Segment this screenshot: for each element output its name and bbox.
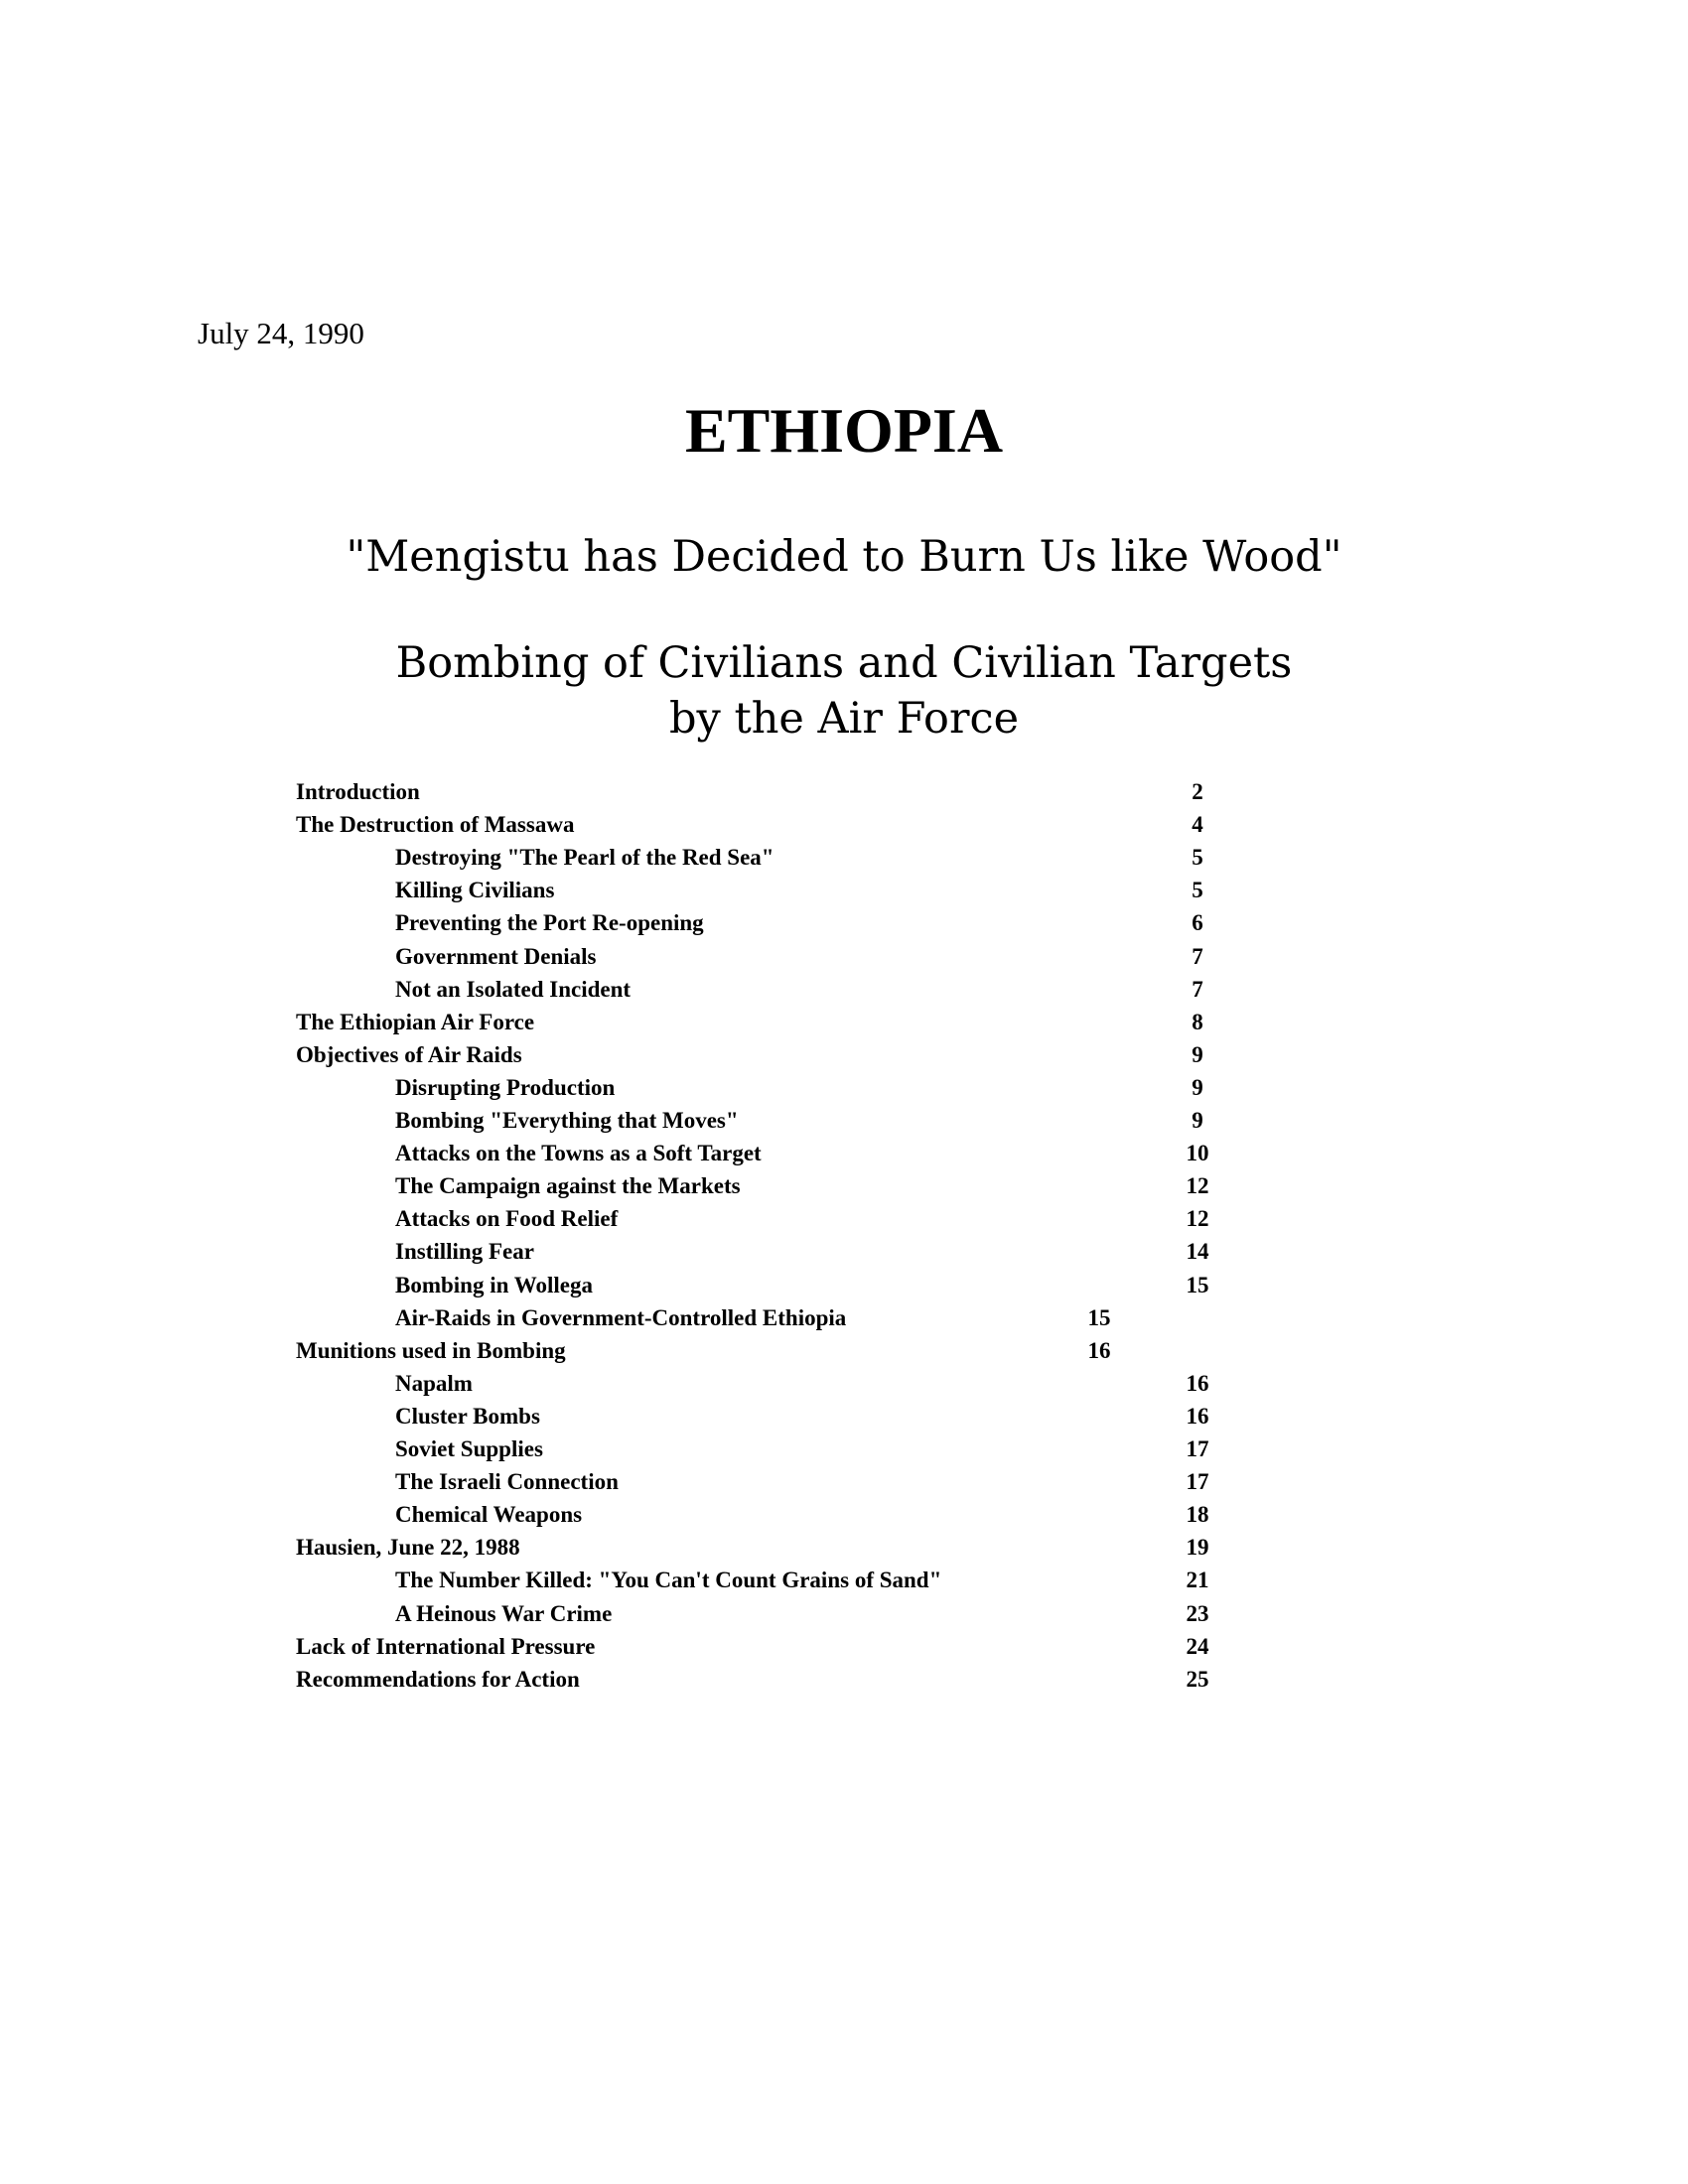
toc-entry-title: Destroying "The Pearl of the Red Sea" bbox=[395, 845, 774, 870]
toc-entry bbox=[0, 1498, 1688, 1531]
toc-entry-page: 21 bbox=[1186, 1568, 1209, 1592]
toc-entry-title: Attacks on the Towns as a Soft Target bbox=[395, 1141, 762, 1165]
toc-entry bbox=[0, 1137, 1688, 1169]
toc-entry-title: Instilling Fear bbox=[395, 1239, 534, 1264]
toc-entry bbox=[0, 1071, 1688, 1104]
toc-entry-page: 15 bbox=[1087, 1305, 1111, 1330]
toc-entry bbox=[0, 973, 1688, 1006]
toc-entry bbox=[0, 775, 1688, 808]
toc-entry-page: 9 bbox=[1192, 1108, 1203, 1133]
toc-entry-page: 5 bbox=[1192, 878, 1203, 902]
document-title: ETHIOPIA bbox=[684, 395, 1004, 466]
toc-entry bbox=[0, 1564, 1688, 1596]
subtitle-line-2: by the Air Force bbox=[668, 694, 1020, 744]
toc-entry bbox=[0, 1663, 1688, 1696]
toc-entry-title: Chemical Weapons bbox=[395, 1502, 583, 1527]
toc-entry-page: 8 bbox=[1192, 1010, 1203, 1034]
toc-entry-title: Disrupting Production bbox=[395, 1075, 616, 1100]
toc-entry-title: Government Denials bbox=[395, 944, 597, 969]
toc-entry bbox=[0, 1301, 1688, 1334]
toc-entry-title: Introduction bbox=[296, 779, 420, 804]
toc-entry-page: 19 bbox=[1186, 1535, 1209, 1560]
toc-entry-page: 14 bbox=[1186, 1239, 1209, 1264]
toc-entry-title: Cluster Bombs bbox=[395, 1404, 540, 1429]
toc-entry-page: 7 bbox=[1192, 944, 1203, 969]
toc-entry-page: 12 bbox=[1186, 1206, 1209, 1231]
toc-entry-title: The Destruction of Massawa bbox=[296, 812, 575, 837]
toc-entry-title: Recommendations for Action bbox=[296, 1667, 580, 1692]
toc-entry bbox=[0, 1235, 1688, 1268]
toc-entry bbox=[0, 1630, 1688, 1663]
toc-entry-title: Air-Raids in Government-Controlled Ethiopia bbox=[395, 1305, 847, 1330]
toc-entry-page: 25 bbox=[1186, 1667, 1209, 1692]
toc-entry bbox=[0, 1006, 1688, 1038]
toc-entry-page: 18 bbox=[1186, 1502, 1209, 1527]
toc-entry-title: Lack of International Pressure bbox=[296, 1634, 596, 1659]
toc-entry-page: 24 bbox=[1186, 1634, 1209, 1659]
toc-entry-page: 10 bbox=[1186, 1141, 1209, 1165]
toc-entry-page: 16 bbox=[1087, 1338, 1111, 1363]
toc-entry bbox=[0, 1367, 1688, 1400]
toc-entry bbox=[0, 1269, 1688, 1301]
toc-entry-page: 9 bbox=[1192, 1042, 1203, 1067]
toc-entry-title: The Israeli Connection bbox=[395, 1469, 619, 1494]
toc-entry-title: Attacks on Food Relief bbox=[395, 1206, 619, 1231]
subtitle-line-1: Bombing of Civilians and Civilian Targets bbox=[395, 638, 1293, 688]
toc-entry-title: Bombing in Wollega bbox=[395, 1273, 593, 1297]
toc-entry-page: 5 bbox=[1192, 845, 1203, 870]
toc-entry bbox=[0, 1104, 1688, 1137]
toc-entry bbox=[0, 940, 1688, 973]
toc-entry-title: Preventing the Port Re-opening bbox=[395, 910, 704, 935]
toc-entry bbox=[0, 1400, 1688, 1433]
toc-entry-page: 17 bbox=[1186, 1436, 1209, 1461]
toc-entry-title: Objectives of Air Raids bbox=[296, 1042, 522, 1067]
toc-entry bbox=[0, 1038, 1688, 1071]
toc-entry-title: Napalm bbox=[395, 1371, 473, 1396]
toc-entry bbox=[0, 1433, 1688, 1465]
toc-entry bbox=[0, 1202, 1688, 1235]
toc-entry-title: Soviet Supplies bbox=[395, 1436, 543, 1461]
toc-entry-page: 12 bbox=[1186, 1173, 1209, 1198]
toc-entry bbox=[0, 808, 1688, 841]
toc-entry-title: The Campaign against the Markets bbox=[395, 1173, 741, 1198]
document-date: July 24, 1990 bbox=[198, 316, 364, 350]
toc-entry bbox=[0, 1531, 1688, 1564]
toc-entry-title: The Ethiopian Air Force bbox=[296, 1010, 535, 1034]
toc-entry bbox=[0, 874, 1688, 906]
toc-entry bbox=[0, 841, 1688, 874]
toc-entry-page: 2 bbox=[1192, 779, 1203, 804]
toc-entry-page: 9 bbox=[1192, 1075, 1203, 1100]
toc-entry-title: A Heinous War Crime bbox=[395, 1601, 613, 1626]
toc-entry-page: 7 bbox=[1192, 977, 1203, 1002]
toc-entry bbox=[0, 906, 1688, 939]
toc-entry bbox=[0, 1465, 1688, 1498]
toc-entry-page: 4 bbox=[1192, 812, 1203, 837]
toc-entry bbox=[0, 1597, 1688, 1630]
toc-entry bbox=[0, 1169, 1688, 1202]
toc-entry-page: 23 bbox=[1186, 1601, 1209, 1626]
toc-entry-title: The Number Killed: "You Can't Count Grains of Sand" bbox=[395, 1568, 942, 1592]
table-of-contents bbox=[0, 775, 1688, 1699]
toc-entry-page: 16 bbox=[1186, 1371, 1209, 1396]
quote-title: "Mengistu has Decided to Burn Us like Wood" bbox=[346, 532, 1342, 582]
toc-entry-page: 6 bbox=[1192, 910, 1203, 935]
toc-entry-title: Bombing "Everything that Moves" bbox=[395, 1108, 739, 1133]
toc-entry-page: 16 bbox=[1186, 1404, 1209, 1429]
toc-entry-page: 17 bbox=[1186, 1469, 1209, 1494]
toc-entry-title: Hausien, June 22, 1988 bbox=[296, 1535, 520, 1560]
toc-entry-page: 15 bbox=[1186, 1273, 1209, 1297]
toc-entry-title: Not an Isolated Incident bbox=[395, 977, 632, 1002]
toc-entry-title: Munitions used in Bombing bbox=[296, 1338, 566, 1363]
toc-entry bbox=[0, 1334, 1688, 1367]
toc-entry-title: Killing Civilians bbox=[395, 878, 555, 902]
